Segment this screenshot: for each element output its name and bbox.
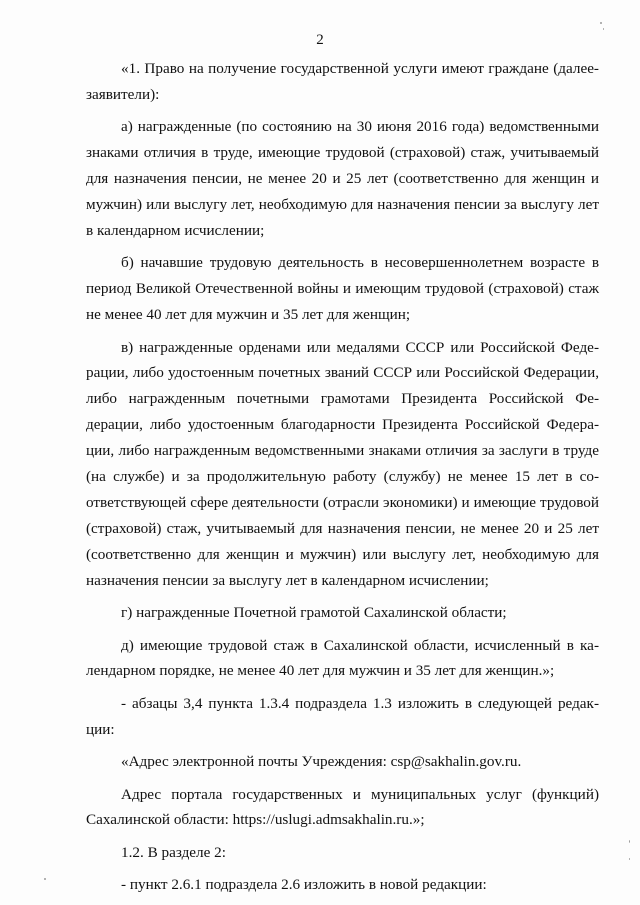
paragraph-item-b: б) начавшие трудовую деятельность в несовершеннолетнем возрасте в период Великой Отечественной войны и имеющим трудовой (страховой) стаж не менее 40 лет для мужчин и 35 лет для женщин; (86, 254, 599, 324)
paragraph-item-a: а) награжденные (по состоянию на 30 июня 2016 года) ведомственными знаками отличия в труде, имеющие трудовой (страховой) стаж, учитываемый для назначения пенсии, не менее 20 и 25 лет (соответственно для женщин и мужчин) или выслугу лет, необходимую для назначения пенсии за выслугу лет в календарном исчислении; (86, 118, 599, 239)
scan-speck (629, 858, 630, 860)
paragraph-amendment-1-3-4: - абзацы 3,4 пункта 1.3.4 подраздела 1.3 изложить в следующей редакции: (86, 694, 599, 738)
page-number: 2 (316, 32, 324, 48)
scan-speck (600, 22, 602, 24)
paragraph-section-1-2: 1.2. В разделе 2: (121, 843, 226, 861)
paragraph-intro: «1. Право на получение государственной услуги имеют граждане (далее-заявители): (86, 60, 599, 103)
document-body (86, 56, 599, 905)
paragraph-item-g: г) награжденные Почетной грамотой Сахалинской области; (121, 604, 507, 622)
scan-speck (44, 878, 46, 880)
paragraph-item-v: в) награжденные орденами или медалями СССР или Российской Федерации, либо удостоенным почетных званий СССР или Российской Федерации, либо награжденным почетными грамотами Президента Российской Федерации, либо удостоенным благодарности Президента Российской Федерации, либо награжденным ведомственными знаками отличия за заслуги в труде (на службе) и за продолжительную работу (службу) не менее 15 лет в соответствующей сфере деятельности (отрасли экономики) и имеющие трудовой (страховой) стаж, учитываемый для назначения пенсии, не менее 20 и 25 лет (соответственно для женщин и мужчин) или выслугу лет, необходимую для назначения пенсии за выслугу лет в календарном исчислении; (86, 338, 599, 589)
paragraph-amendment-2-6-1: - пункт 2.6.1 подраздела 2.6 изложить в новой редакции: (121, 876, 487, 894)
scan-speck (603, 28, 604, 30)
paragraph-email: «Адрес электронной почты Учреждения: csp@sakhalin.gov.ru. (121, 753, 522, 771)
paragraph-portal: Адрес портала государственных и муниципальных услуг (функций) Сахалинской области: https://uslugi.admsakhalin.ru.»; (86, 785, 599, 829)
scan-speck (629, 840, 630, 843)
paragraph-item-d: д) имеющие трудовой стаж в Сахалинской области, исчисленный в календарном порядке, не менее 40 лет для мужчин и 35 лет для женщин.»; (86, 636, 599, 680)
